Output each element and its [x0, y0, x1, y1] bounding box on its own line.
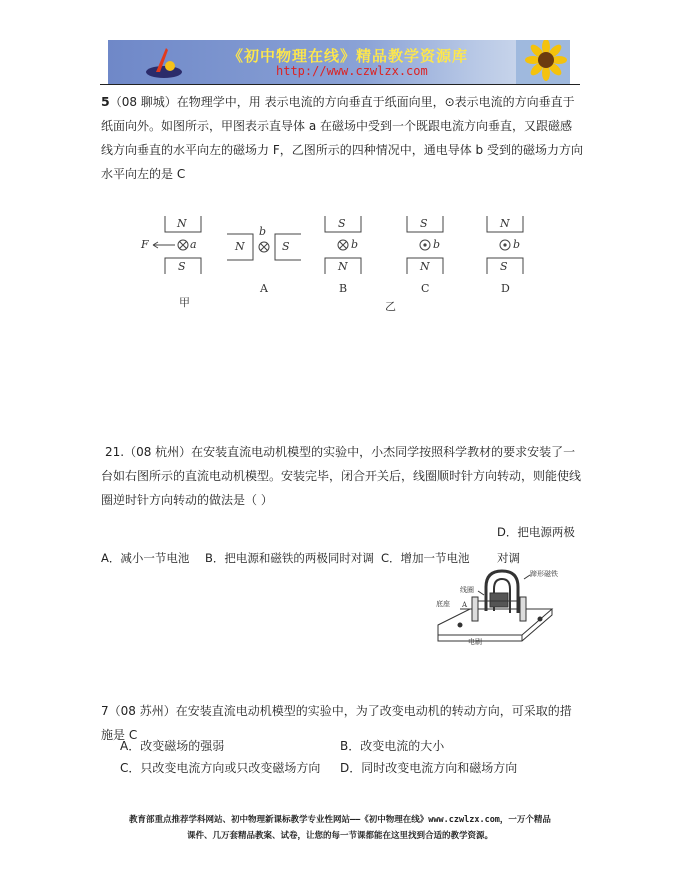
header-divider: [100, 84, 580, 85]
c-wire-label: b: [433, 238, 441, 251]
option-7-d[interactable]: D．同时改变电流方向和磁场方向: [340, 761, 518, 775]
b-wire-label: b: [351, 238, 359, 251]
motor-base-label: 底座: [436, 600, 450, 608]
site-logo-icon: [144, 46, 184, 80]
d-wire-label: b: [513, 238, 521, 251]
b-bottom-pole: N: [338, 260, 348, 273]
option-21-a[interactable]: A．减小一节电池: [101, 551, 190, 565]
b-caption: B: [339, 282, 348, 295]
magnetic-force-figure: [135, 212, 555, 322]
c-caption: C: [421, 282, 430, 295]
option-21-b[interactable]: B．把电源和磁铁的两极同时对调: [205, 551, 374, 565]
question-5-body: （08 聊城）在物理学中，用 表示电流的方向垂直于纸面向里，⊙表示电流的方向垂直于纸面向外。如图所示，甲图表示直导体 a 在磁场中受到一个既跟电流方向垂直，又跟磁感线方向垂直的水平向左的磁场力 F，乙图所示的四种情况中，通电导体 b 受到的磁场力方向水平向左的是 C: [101, 95, 583, 181]
dc-motor-figure: [430, 565, 560, 650]
question-7-options: [120, 735, 580, 779]
motor-brush-label: 电刷: [468, 638, 482, 646]
c-top-pole: S: [420, 217, 428, 230]
a-right-pole: S: [282, 240, 290, 253]
question-5-number: 5: [101, 94, 110, 109]
d-caption: D: [501, 282, 510, 295]
footer-line-2: 课件、几万套精品教案、试卷，让您的每一节课都能在这里找到合适的教学资源。: [186, 831, 493, 841]
option-7-c[interactable]: C．只改变电流方向或只改变磁场方向: [120, 761, 321, 775]
question-5-text: [101, 90, 583, 186]
jia-wire-label: a: [190, 238, 197, 251]
c-bottom-pole: N: [420, 260, 430, 273]
option-21-c[interactable]: C．增加一节电池: [381, 551, 470, 565]
question-7-text: 7（08 苏州）在安装直流电动机模型的实验中，为了改变电动机的转动方向，可采取的措施是 C: [101, 704, 572, 742]
option-7-a[interactable]: A．改变磁场的强弱: [120, 739, 225, 753]
jia-bottom-pole: S: [178, 260, 186, 273]
a-wire-label: b: [259, 225, 267, 238]
footer-line-1: 教育部重点推荐学科网站、初中物理新课标教学专业性网站——《初中物理在线》www.czwlzx.com，一万个精品: [129, 815, 551, 825]
b-top-pole: S: [338, 217, 346, 230]
jia-caption: 甲: [179, 296, 190, 309]
motor-magnet-label: 蹄形磁铁: [530, 570, 558, 578]
motor-coil-label: 线圈: [460, 586, 474, 594]
banner-title: 《初中物理在线》精品教学资源库: [228, 47, 469, 65]
d-top-pole: N: [500, 217, 510, 230]
header-banner: [108, 40, 570, 84]
option-21-d[interactable]: D．把电源两极对调: [497, 525, 575, 565]
yi-caption: 乙: [385, 300, 396, 313]
jia-top-pole: N: [177, 217, 187, 230]
page-footer: [95, 812, 585, 844]
question-21-text: 21.（08 杭州）在安装直流电动机模型的实验中，小杰同学按照科学教材的要求安装了一台如右图所示的直流电动机模型。安装完毕，闭合开关后，线圈顺时针方向转动，则能使线圈逆时针方向转动的做法是（ ）: [101, 445, 582, 507]
banner-url[interactable]: http://www.czwlzx.com: [276, 64, 428, 78]
jia-force-label: F: [141, 238, 149, 251]
motor-a-label: A: [462, 601, 468, 609]
option-7-b[interactable]: B．改变电流的大小: [340, 739, 445, 753]
sunflower-icon: [516, 40, 570, 84]
question-21-options: [101, 519, 583, 571]
a-left-pole: N: [235, 240, 245, 253]
a-caption: A: [260, 282, 268, 295]
d-bottom-pole: S: [500, 260, 508, 273]
